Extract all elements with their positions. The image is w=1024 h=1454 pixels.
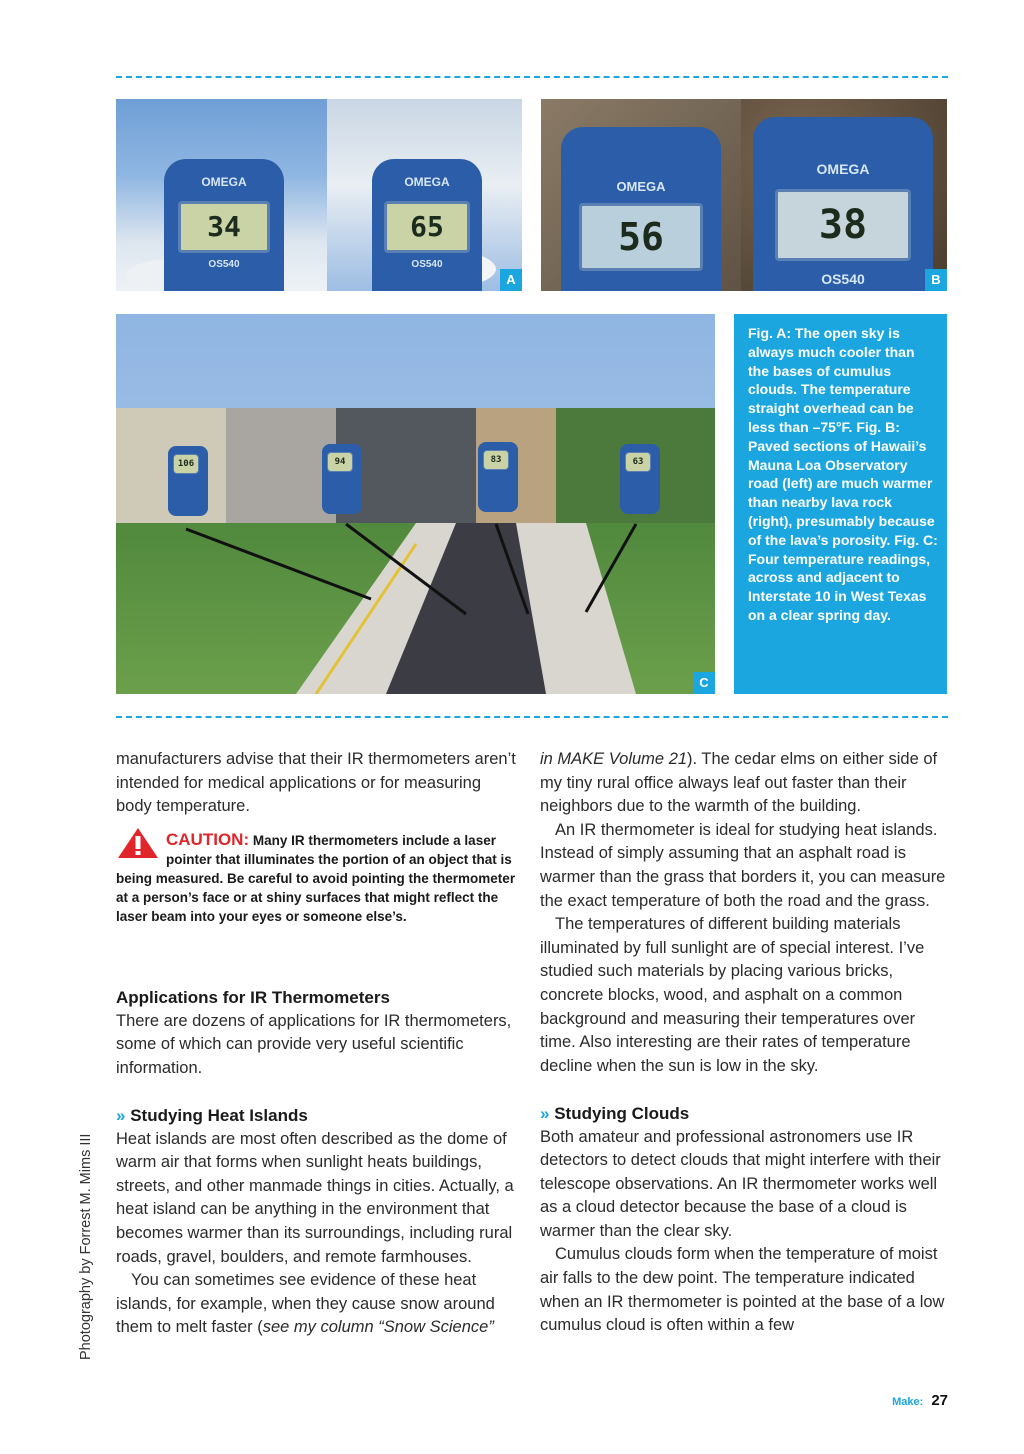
right-paragraph-2: An IR thermometer is ideal for studying heat islands. Instead of simply assuming that an asphalt road is warmer than the grass that borders it, you can measure the exact temperature of both the road and the grass. [540, 820, 946, 910]
reading-a1: 34 [178, 201, 270, 253]
right-paragraph-1-rest: ). The cedar elms on either side of my tiny rural office always leaf out faster than their neighbors due to the warmth of the building. [540, 750, 938, 816]
magazine-logo: Make: [892, 1396, 924, 1408]
left-paragraph-1: manufacturers advise that their IR thermometers aren’t intended for medical applications or for measuring body temperature. [116, 750, 516, 816]
page-folio [892, 1392, 948, 1409]
figure-caption-box [734, 314, 947, 694]
right-paragraph-3: The temperatures of different building materials illuminated by full sunlight are of special interest. I’ve studied such materials by placing various bricks, concrete blocks, wood, and asphalt on a common background and measuring their temperatures over time. Also interesting are their rates of temperature decline when the sun is low in the sky. [540, 915, 925, 1075]
thermometer-brand: OMEGA [201, 175, 247, 189]
page-number: 27 [931, 1392, 948, 1409]
thermometer-a1 [164, 159, 284, 291]
thermometer-c1 [168, 446, 208, 516]
heading-clouds [540, 1102, 948, 1126]
figure-a-label: A [500, 269, 522, 291]
left-paragraph-4 [116, 1269, 516, 1340]
figure-caption: Fig. A: The open sky is always much cooler than the bases of cumulus clouds. The temperature straight overhead can be less than –75°F. Fig. B: Paved sections of Hawaii’s Mauna Loa Observatory road (left) are much warmer than nearby lava rock (right), presumably because of the lava’s porosity. Fig. C: Four temperature readings, across and adjacent to Interstate 10 in West Texas on a clear spring day. [748, 325, 938, 623]
left-paragraph-4-italic: see my column “Snow Science” [262, 1318, 494, 1337]
thermometer-model: OS540 [411, 259, 443, 270]
heading-clouds-text: Studying Clouds [554, 1103, 690, 1123]
caution-box [116, 830, 516, 926]
right-paragraph-1 [540, 748, 948, 819]
thermometer-brand: OMEGA [616, 179, 666, 194]
thermometer-c4 [620, 444, 660, 514]
reading-a2: 65 [384, 201, 470, 253]
chevron-icon: » [540, 1103, 550, 1123]
left-column [116, 748, 516, 819]
left-paragraph-2: There are dozens of applications for IR thermometers, some of which can provide very useful scientific information. [116, 1011, 512, 1077]
chevron-icon: » [116, 1105, 126, 1125]
left-paragraph-4-start: You can sometimes see evidence of these heat islands, for example, when they cause snow around them to melt faster ( [116, 1271, 495, 1337]
caution-text: Many IR thermometers include a laser pointer that illuminates the portion of an object that is being measured. Be careful to avoid pointing the thermometer at a person’s face or at shiny surfaces that might reflect the laser beam into your eyes or someone else’s. [116, 833, 516, 924]
thermometer-model: OS540 [821, 271, 865, 287]
thermometer-b1 [561, 127, 721, 291]
thermometer-b2 [753, 117, 933, 291]
photo-credit: Photography by Forrest M. Mims III [78, 1133, 94, 1360]
reading-b1: 56 [579, 203, 703, 271]
right-paragraph-1-italic: in MAKE Volume 21 [540, 750, 688, 768]
figure-c-label: C [693, 672, 715, 694]
thermometer-model: OS540 [208, 259, 240, 270]
left-paragraph-3: Heat islands are most often described as the dome of warm air that forms when sunlight heats buildings, streets, and other manmade things in cities. Actually, a heat island can be anything in the environment that becomes warmer than its surroundings, including rural roads, gravel, boulders, and remote farmhouses. [116, 1129, 514, 1266]
heading-heat-islands-text: Studying Heat Islands [130, 1105, 308, 1125]
figure-c-photo [116, 314, 715, 694]
left-column-lower [116, 986, 516, 1340]
right-column [540, 748, 948, 1338]
figure-b-label: B [925, 269, 947, 291]
thermometer-brand: OMEGA [816, 161, 870, 177]
top-divider [116, 76, 948, 78]
figure-b-photo [541, 99, 947, 291]
thermometer-c2 [322, 444, 362, 514]
caution-label: CAUTION: [166, 830, 250, 849]
bottom-divider [116, 716, 948, 718]
reading-c3: 83 [483, 450, 509, 470]
reading-c1: 106 [173, 454, 199, 474]
thermometer-brand: OMEGA [404, 175, 450, 189]
right-paragraph-4: Both amateur and professional astronomers use IR detectors to detect clouds that might interfere with their telescope observations. An IR thermometer works well as a cloud detector because the base of a cloud is warmer than the clear sky. [540, 1127, 941, 1240]
reading-c4: 63 [625, 452, 651, 472]
figure-a-photo [116, 99, 522, 291]
reading-b2: 38 [775, 189, 911, 261]
thermometer-a2 [372, 159, 482, 291]
reading-c2: 94 [327, 452, 353, 472]
heading-heat-islands [116, 1104, 516, 1128]
warning-icon [116, 826, 160, 860]
thermometer-c3 [478, 442, 518, 512]
right-paragraph-5: Cumulus clouds form when the temperature of moist air falls to the dew point. The temperature indicated when an IR thermometer is pointed at the base of a low cumulus cloud is often within a few [540, 1245, 945, 1335]
heading-applications: Applications for IR Thermometers [116, 988, 390, 1007]
